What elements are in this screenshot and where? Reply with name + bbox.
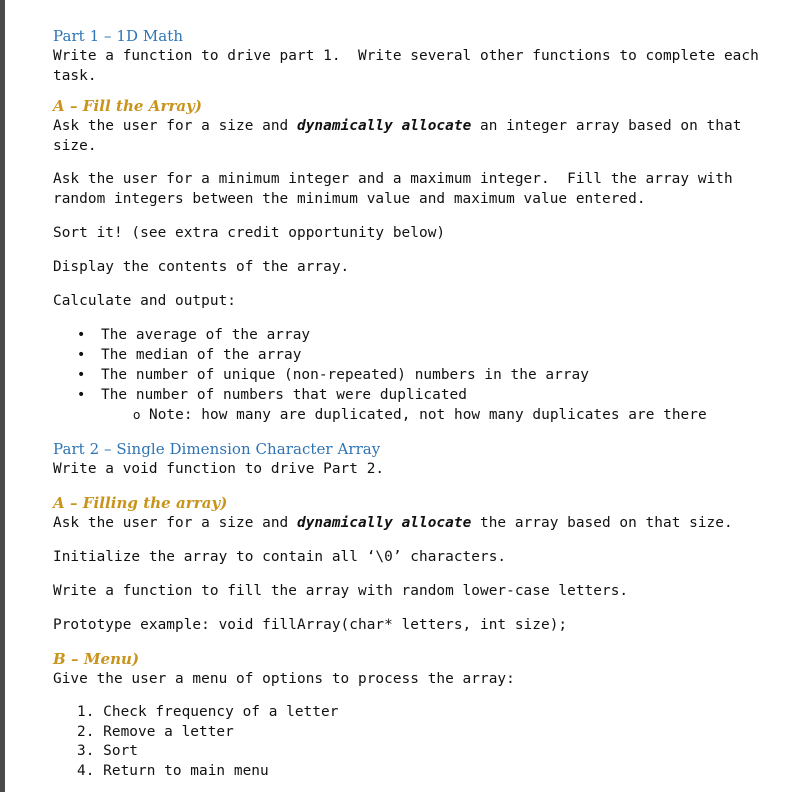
- list-item: • The average of the array: [53, 325, 783, 345]
- part1-sectionA-display-paragraph: Display the contents of the array.: [53, 259, 350, 275]
- part1-intro: Write a function to drive part 1. Write several other functions to complete each task.: [53, 48, 768, 84]
- page-left-border: [0, 0, 5, 792]
- part2-sectionA-size-paragraph: [53, 513, 783, 533]
- part2-sectionB-heading: B – Menu): [53, 650, 140, 668]
- document-body: [53, 26, 783, 781]
- part1-sectionA-size-paragraph: [53, 116, 783, 156]
- size-text-post: an integer array based on that size.: [53, 118, 751, 154]
- part2-menu-list: [53, 703, 783, 781]
- part1-heading: Part 1 – 1D Math: [53, 27, 184, 45]
- list-item: 1. Check frequency of a letter: [77, 704, 339, 720]
- part1-sectionA-calc-paragraph: Calculate and output:: [53, 293, 236, 309]
- list-item: • The number of numbers that were duplicated: [53, 385, 783, 405]
- part2-sectionA-heading: A – Filling the array): [53, 494, 228, 512]
- part2-sectionA-fill-paragraph: Write a function to fill the array with random lower-case letters.: [53, 583, 629, 599]
- part1-calc-subbullet-list: [53, 405, 783, 425]
- list-item: 3. Sort: [77, 743, 138, 759]
- size-text-pre: Ask the user for a size and: [53, 118, 297, 134]
- list-item: • The number of unique (non-repeated) numbers in the array: [53, 365, 783, 385]
- size-text-bold: dynamically allocate: [297, 515, 472, 531]
- size-text-post: the array based on that size.: [471, 515, 733, 531]
- part1-calc-bullet-list: [53, 325, 783, 405]
- size-text-bold: dynamically allocate: [297, 118, 472, 134]
- part2-intro: Write a void function to drive Part 2.: [53, 461, 385, 477]
- part2-sectionA-init-paragraph: Initialize the array to contain all ‘\0’ characters.: [53, 549, 507, 565]
- list-item: o Note: how many are duplicated, not how many duplicates are there: [53, 405, 783, 425]
- part1-sectionA-sort-paragraph: Sort it! (see extra credit opportunity below): [53, 225, 446, 241]
- list-item: 2. Remove a letter: [77, 723, 234, 740]
- size-text-pre: Ask the user for a size and: [53, 515, 297, 531]
- list-item: • The median of the array: [53, 345, 783, 365]
- part1-sectionA-minmax-paragraph: Ask the user for a minimum integer and a maximum integer. Fill the array with random integers between the minimum value and maximum value entered.: [53, 171, 742, 207]
- part2-sectionB-menu-intro: Give the user a menu of options to process the array:: [53, 671, 515, 687]
- part2-heading: Part 2 – Single Dimension Character Array: [53, 440, 381, 458]
- list-item: 4. Return to main menu: [77, 762, 269, 779]
- part1-sectionA-heading: A – Fill the Array): [53, 97, 203, 115]
- part2-sectionA-prototype-paragraph: Prototype example: void fillArray(char* letters, int size);: [53, 617, 568, 633]
